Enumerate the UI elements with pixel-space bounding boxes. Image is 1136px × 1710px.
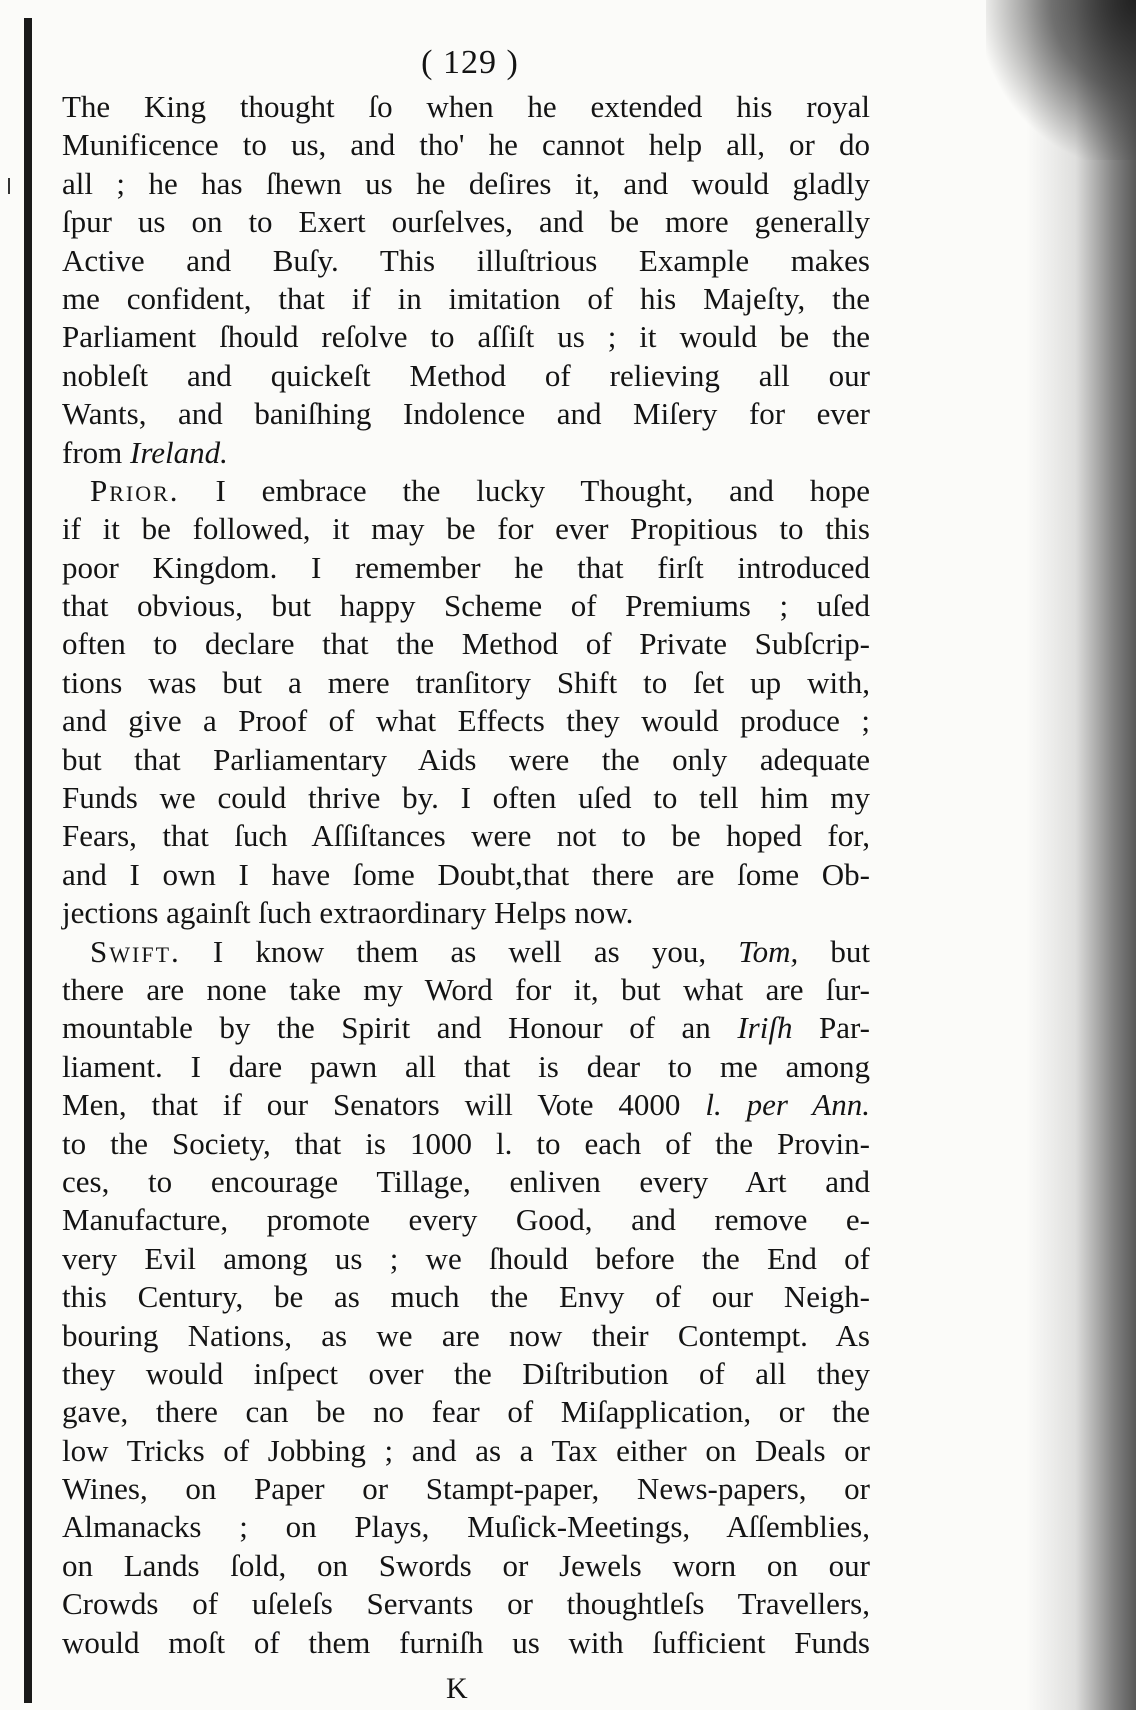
text-run: tions was but a mere tranſitory Shift to ſet up with,	[62, 664, 870, 700]
text-line	[62, 165, 870, 203]
text-line	[62, 1009, 870, 1047]
text-line	[62, 510, 870, 548]
gutter-mark	[8, 178, 10, 194]
text-line	[62, 856, 870, 894]
text-run: on Lands ſold, on Swords or Jewels worn on our	[62, 1547, 870, 1583]
text-run: I know them as well as you,	[180, 933, 739, 969]
text-run: Almanacks ; on Plays, Muſick-Meetings, Aſſemblies,	[62, 1509, 870, 1545]
text-run: bouring Nations, as we are now their Contempt. As	[62, 1317, 870, 1353]
text-line	[62, 933, 870, 971]
text-line	[62, 1201, 870, 1239]
text-run: and I own I have ſome Doubt,that there are ſome Ob-	[62, 856, 870, 892]
text-run: would moſt of them furniſh us with ſufficient Funds	[62, 1624, 870, 1660]
text-run: Men, that if our Senators will Vote 4000	[62, 1087, 706, 1123]
text-line	[62, 625, 870, 663]
text-line	[62, 894, 870, 932]
text-run: ſpur us on to Exert ourſelves, and be more generally	[62, 204, 870, 240]
text-line	[62, 1585, 870, 1623]
text-run: Active and Buſy. This illuſtrious Example makes	[62, 242, 870, 278]
speaker-name: Prior.	[90, 472, 180, 508]
text-line	[62, 1470, 870, 1508]
text-line	[62, 1048, 870, 1086]
text-line	[62, 1278, 870, 1316]
speaker-name: Swift.	[90, 933, 181, 969]
text-run: Manufacture, promote every Good, and remove e-	[62, 1202, 870, 1238]
text-run: Munificence to us, and tho' he cannot help all, or do	[62, 127, 870, 163]
page-number: ( 129 )	[421, 44, 519, 81]
text-run: but that Parliamentary Aids were the only adequate	[62, 741, 870, 777]
text-line	[62, 1240, 870, 1278]
text-line	[62, 549, 870, 587]
text-run: Wines, on Paper or Stampt-paper, News-papers, or	[62, 1471, 870, 1507]
page-corner-shadow	[986, 0, 1136, 160]
text-run: poor Kingdom. I remember he that firſt introduced	[62, 549, 870, 585]
text-run: all ; he has ſhewn us he deſires it, and would gladly	[62, 165, 870, 201]
text-line	[62, 971, 870, 1009]
text-line	[62, 242, 870, 280]
text-run: low Tricks of Jobbing ; and as a Tax either on Deals or	[62, 1432, 870, 1468]
text-line	[62, 472, 870, 510]
text-line	[62, 280, 870, 318]
text-line	[62, 741, 870, 779]
text-line	[62, 1086, 870, 1124]
text-run: liament. I dare pawn all that is dear to me among	[62, 1048, 870, 1084]
text-run: jections againſt ſuch extraordinary Helps now.	[62, 895, 634, 931]
text-line	[62, 1547, 870, 1585]
text-line	[62, 88, 870, 126]
text-run: Funds we could thrive by. I often uſed to tell him my	[62, 780, 870, 816]
text-run: if it be followed, it may be for ever Propitious to this	[62, 511, 870, 547]
text-line	[62, 817, 870, 855]
text-run: The King thought ſo when he extended his royal	[62, 89, 870, 124]
text-run: nobleſt and quickeſt Method of relieving all our	[62, 357, 870, 393]
text-run: and give a Proof of what Effects they would produce ;	[62, 703, 870, 739]
text-run: they would inſpect over the Diſtribution of all they	[62, 1355, 870, 1391]
text-line	[62, 434, 870, 472]
text-line	[62, 357, 870, 395]
text-run: mountable by the Spirit and Honour of an	[62, 1010, 738, 1046]
text-run: but	[798, 933, 870, 969]
text-run: Par-	[792, 1010, 870, 1046]
text-run: there are none take my Word for it, but what are ſur-	[62, 971, 870, 1007]
body-text	[62, 88, 870, 1662]
text-line	[62, 318, 870, 356]
text-line	[62, 126, 870, 164]
text-line	[62, 1432, 870, 1470]
italic-text: Iriſh	[737, 1010, 793, 1046]
text-line	[62, 587, 870, 625]
text-run: Parliament ſhould reſolve to aſſiſt us ; it would be the	[62, 319, 870, 355]
italic-text: l. per Ann.	[705, 1087, 870, 1123]
text-run: Wants, and baniſhing Indolence and Miſery for ever	[62, 396, 870, 432]
text-run: often to declare that the Method of Private Subſcrip-	[62, 626, 870, 662]
text-line	[62, 1508, 870, 1546]
text-run: this Century, be as much the Envy of our Neigh-	[62, 1279, 870, 1315]
text-line	[62, 1125, 870, 1163]
signature-mark: K	[446, 1672, 468, 1705]
text-run: Fears, that ſuch Aſſiſtances were not to be hoped for,	[62, 818, 870, 854]
text-line	[62, 1624, 870, 1662]
text-run: gave, there can be no fear of Miſapplication, or the	[62, 1394, 870, 1430]
italic-text: Tom,	[738, 933, 799, 969]
text-run: that obvious, but happy Scheme of Premiums ; uſed	[62, 588, 870, 624]
gutter-line	[24, 18, 32, 1703]
italic-text: Ireland.	[130, 434, 228, 470]
text-line	[62, 1393, 870, 1431]
text-run: to the Society, that is 1000 l. to each of the Provin-	[62, 1125, 870, 1161]
text-line	[62, 1163, 870, 1201]
text-run: I embrace the lucky Thought, and hope	[179, 472, 870, 508]
text-line	[62, 1355, 870, 1393]
text-line	[62, 779, 870, 817]
text-run: ces, to encourage Tillage, enliven every Art and	[62, 1163, 870, 1199]
text-run: me confident, that if in imitation of his Majeſty, the	[62, 280, 870, 316]
text-line	[62, 203, 870, 241]
text-line	[62, 395, 870, 433]
text-line	[62, 702, 870, 740]
text-line	[62, 664, 870, 702]
text-run: Crowds of uſeleſs Servants or thoughtleſs Travellers,	[62, 1586, 870, 1622]
text-run: very Evil among us ; we ſhould before the End of	[62, 1240, 870, 1276]
text-line	[62, 1317, 870, 1355]
text-run: from	[62, 434, 131, 470]
page-edge-shadow	[1026, 0, 1136, 1710]
